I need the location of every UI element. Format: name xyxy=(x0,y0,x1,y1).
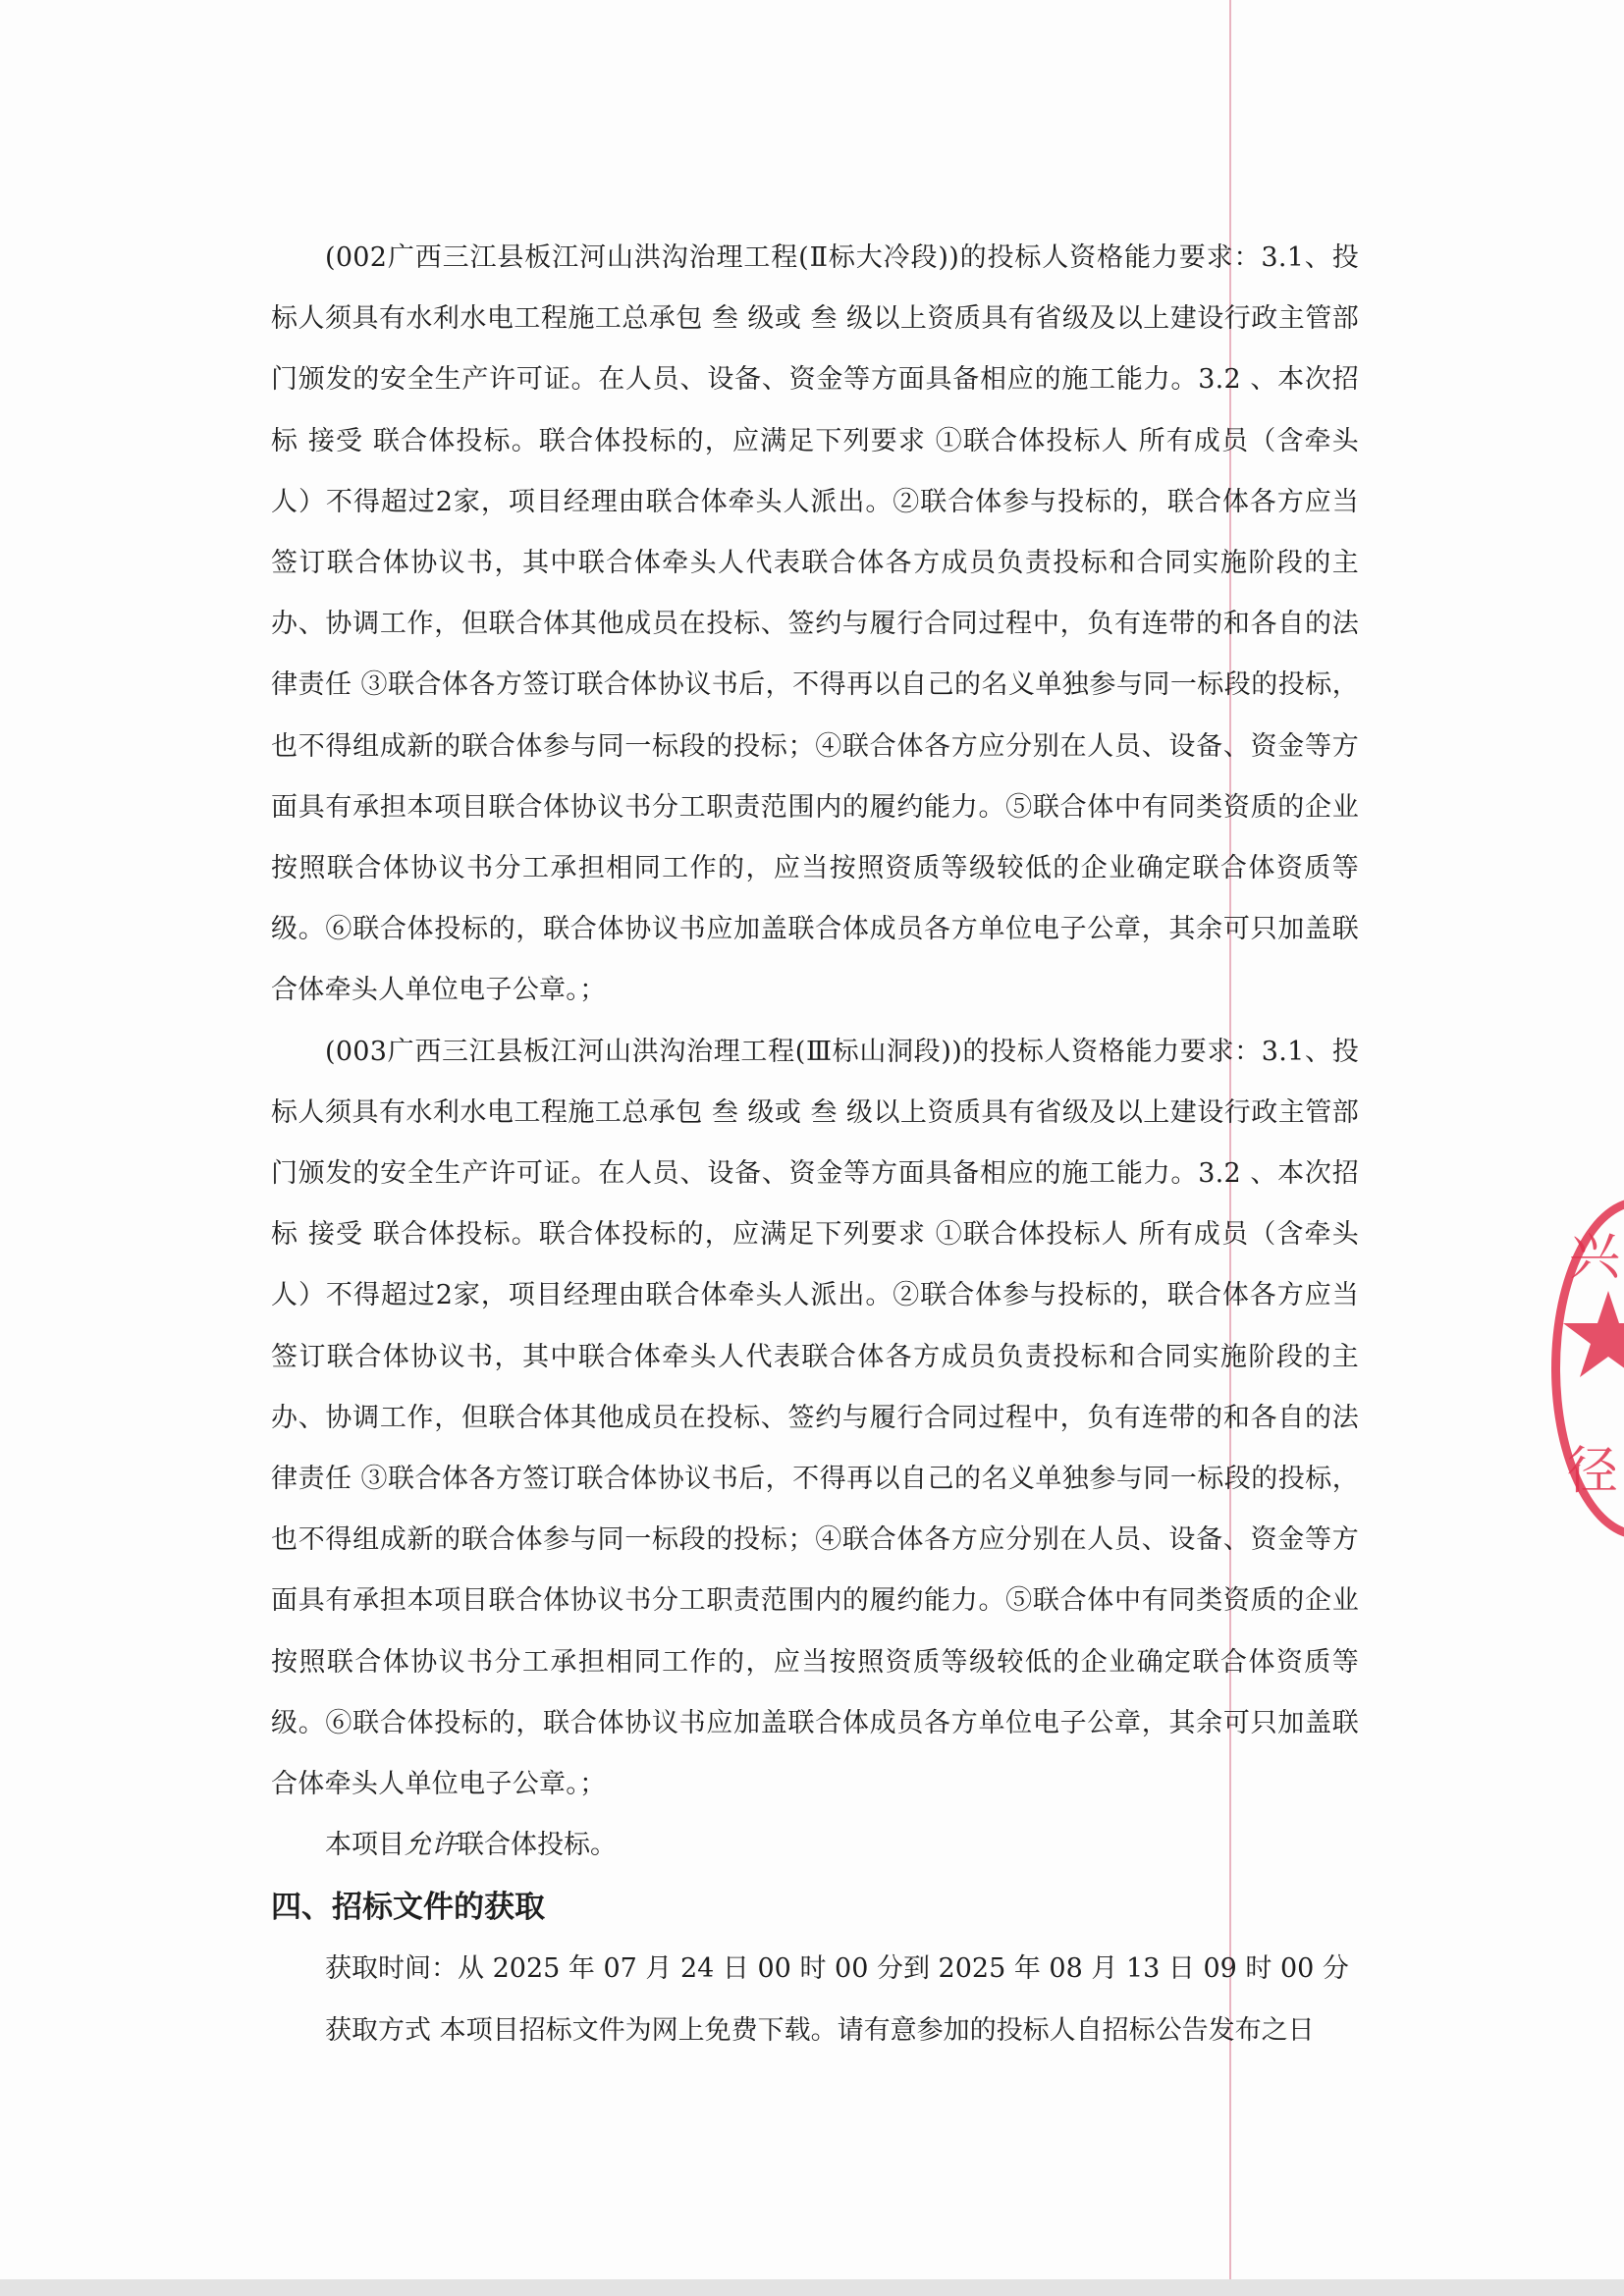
seal-text-top: 兴 xyxy=(1569,1228,1621,1287)
scan-bottom-edge xyxy=(0,2279,1624,2296)
document-body xyxy=(271,228,1359,2061)
qualification-paragraph-002: (002广西三江县板江河山洪沟治理工程(Ⅱ标大冷段))的投标人资格能力要求：3.1、投标人须具有水利水电工程施工总承包 叁 级或 叁 级以上资质具有省级及以上建设行政主管部门颁发的安全生产许可证。在人员、设备、资金等方面具备相应的施工能力。3.2 、本次招标 接受 联合体投标。联合体投标的，应满足下列要求 ①联合体投标人 所有成员（含牵头人）不得超过2家，项目经理由联合体牵头人派出。②联合体参与投标的，联合体各方应当签订联合体协议书，其中联合体牵头人代表联合体各方成员负责投标和合同实施阶段的主办、协调工作，但联合体其他成员在投标、签约与履行合同过程中，负有连带的和各自的法律责任 ③联合体各方签订联合体协议书后，不得再以自己的名义单独参与同一标段的投标，也不得组成新的联合体参与同一标段的投标；④联合体各方应分别在人员、设备、资金等方面具有承担本项目联合体协议书分工职责范围内的履约能力。⑤联合体中有同类资质的企业按照联合体协议书分工承担相同工作的，应当按照资质等级较低的企业确定联合体资质等级。⑥联合体投标的，联合体协议书应加盖联合体成员各方单位电子公章，其余可只加盖联合体牵头人单位电子公章。； xyxy=(271,242,1359,1006)
acquisition-method: 获取方式 本项目招标文件为网上免费下载。请有意参加的投标人自招标公告发布之日 xyxy=(325,2014,1315,2046)
joint-bid-statement xyxy=(271,1815,1359,1876)
seal-star-icon xyxy=(1559,1286,1624,1384)
qualification-paragraph-003: (003广西三江县板江河山洪沟治理工程(Ⅲ标山洞段))的投标人资格能力要求：3.1、投标人须具有水利水电工程施工总承包 叁 级或 叁 级以上资质具有省级及以上建设行政主管部门颁发的安全生产许可证。在人员、设备、资金等方面具备相应的施工能力。3.2 、本次招标 接受 联合体投标。联合体投标的，应满足下列要求 ①联合体投标人 所有成员（含牵头人）不得超过2家，项目经理由联合体牵头人派出。②联合体参与投标的，联合体各方应当签订联合体协议书，其中联合体牵头人代表联合体各方成员负责投标和合同实施阶段的主办、协调工作，但联合体其他成员在投标、签约与履行合同过程中，负有连带的和各自的法律责任 ③联合体各方签订联合体协议书后，不得再以自己的名义单独参与同一标段的投标，也不得组成新的联合体参与同一标段的投标；④联合体各方应分别在人员、设备、资金等方面具有承担本项目联合体协议书分工职责范围内的履约能力。⑤联合体中有同类资质的企业按照联合体协议书分工承担相同工作的，应当按照资质等级较低的企业确定联合体资质等级。⑥联合体投标的，联合体协议书应加盖联合体成员各方单位电子公章，其余可只加盖联合体牵头人单位电子公章。； xyxy=(271,1036,1359,1800)
seal-text-bottom: 径 xyxy=(1567,1442,1619,1501)
acquisition-time: 获取时间：从 2025 年 07 月 24 日 00 时 00 分到 2025 年 08 月 13 日 09 时 00 分 xyxy=(325,1953,1349,1985)
section-heading: 四、招标文件的获取 xyxy=(271,1890,545,1926)
joint-bid-prefix: 本项目 xyxy=(325,1830,405,1861)
joint-bid-value: 允许 xyxy=(405,1830,458,1861)
joint-bid-suffix: 联合体投标。 xyxy=(458,1830,617,1861)
